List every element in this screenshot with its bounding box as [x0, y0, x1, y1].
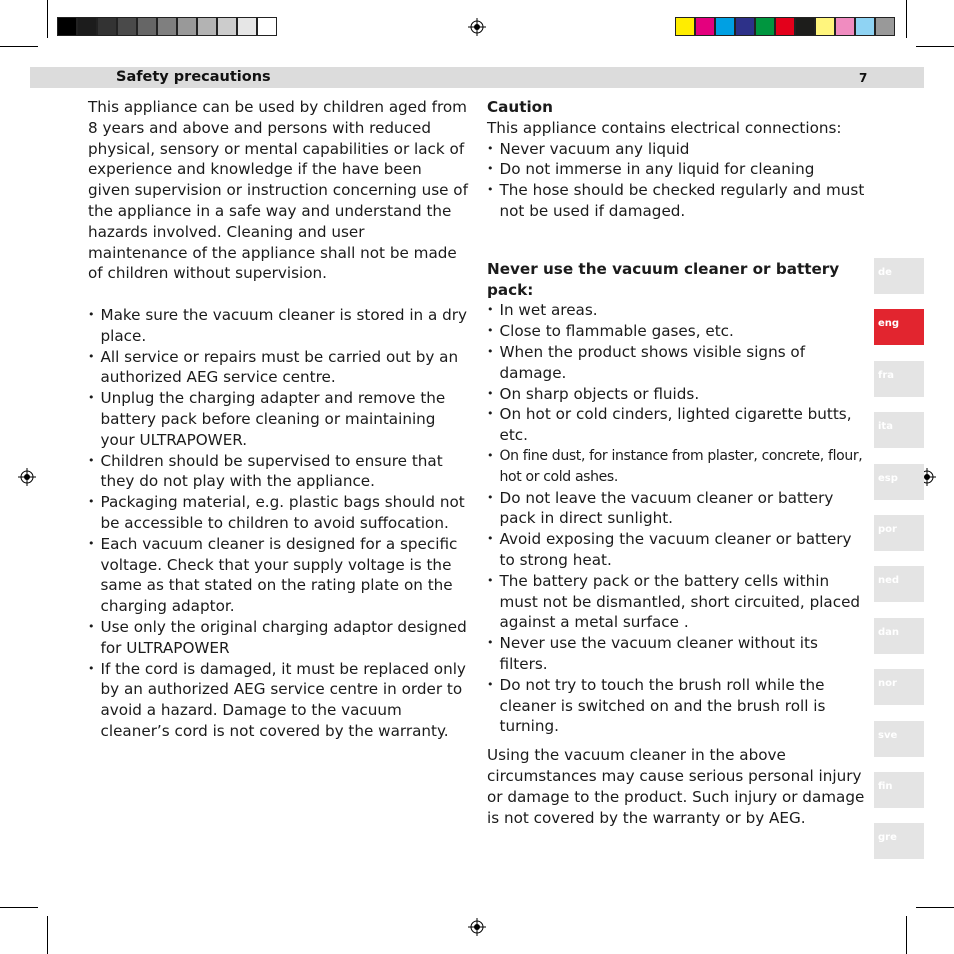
color-swatch — [715, 17, 735, 36]
language-tab-label: de — [878, 267, 892, 278]
list-item: • Packaging material, e.g. plastic bags should not be accessible to children to avoid suffocation. — [88, 492, 468, 534]
left-column — [88, 97, 468, 742]
color-swatch — [735, 17, 755, 36]
list-item: • Never use the vacuum cleaner without its filters. — [487, 633, 867, 675]
language-tab-label: esp — [878, 472, 898, 484]
registration-target-icon — [18, 468, 36, 486]
color-swatch — [815, 17, 835, 36]
registration-target-icon — [468, 918, 486, 936]
list-item: • Children should be supervised to ensure that they do not play with the appliance. — [88, 451, 468, 493]
registration-target-icon — [468, 18, 486, 36]
color-swatch — [775, 17, 795, 36]
color-swatch — [755, 17, 775, 36]
language-tab-label: fra — [878, 369, 895, 381]
color-swatch — [875, 17, 895, 36]
language-tab-sve[interactable] — [874, 721, 924, 757]
color-swatch — [97, 17, 117, 36]
color-swatch — [177, 17, 197, 36]
list-item: • Use only the original charging adaptor designed for ULTRAPOWER — [88, 617, 468, 659]
list-item: • Do not immerse in any liquid for cleaning — [487, 159, 867, 180]
language-tab-label: eng — [878, 318, 900, 330]
language-tab-list — [874, 258, 924, 875]
never-use-bullet-list — [487, 300, 867, 737]
list-item: • Do not try to touch the brush roll while the cleaner is switched on and the brush roll is turning. — [487, 675, 867, 737]
never-use-heading: Never use the vacuum cleaner or battery pack: — [487, 259, 840, 299]
crop-mark-icon — [47, 0, 48, 38]
page-number: 7 — [859, 71, 868, 85]
language-tab-label: fin — [878, 780, 893, 792]
crop-mark-icon — [916, 907, 954, 908]
language-tab-label: sve — [878, 729, 898, 741]
caution-bullet-list — [487, 139, 867, 222]
crop-mark-icon — [906, 916, 907, 954]
color-swatch — [795, 17, 815, 36]
crop-mark-icon — [0, 46, 38, 47]
color-swatch — [57, 17, 77, 36]
list-item: • Make sure the vacuum cleaner is stored in a dry place. — [88, 305, 468, 347]
language-tab-label: gre — [878, 832, 897, 844]
language-tab-nor[interactable] — [874, 669, 924, 705]
left-bullet-list — [88, 305, 468, 742]
color-swatch — [117, 17, 137, 36]
list-item: • Never vacuum any liquid — [487, 139, 867, 160]
language-tab-esp[interactable] — [874, 464, 924, 500]
language-tab-dan[interactable] — [874, 618, 924, 654]
color-swatch — [157, 17, 177, 36]
language-tab-label: nor — [878, 678, 897, 690]
language-tab-de[interactable] — [874, 258, 924, 294]
list-item: • Unplug the charging adapter and remove the battery pack before cleaning or maintaining your ULTRAPOWER. — [88, 388, 468, 450]
language-tab-label: dan — [878, 626, 900, 638]
language-tab-gre[interactable] — [874, 823, 924, 859]
closing-paragraph: Using the vacuum cleaner in the above circumstances may cause serious personal injury or damage to the product. Such injury or damage is not covered by the warranty or by AEG. — [487, 746, 865, 827]
color-swatch — [237, 17, 257, 36]
color-swatch — [77, 17, 97, 36]
grayscale-color-bar — [57, 17, 277, 36]
right-column — [487, 97, 867, 828]
color-swatch — [137, 17, 157, 36]
crop-mark-icon — [0, 907, 38, 908]
intro-paragraph: This appliance can be used by children aged from 8 years and above and persons with reduced physical, sensory or mental capabilities or lack of experience and knowledge if the have been given supervision or instruction concerning use of the appliance in a safe way and understand the hazards involved. Cleaning and user maintenance of the appliance shall not be made of children without supervision. — [88, 98, 468, 283]
list-item: • The battery pack or the battery cells within must not be dismantled, short circuited, placed against a metal surface . — [487, 571, 867, 633]
list-item: • In wet areas. — [487, 300, 867, 321]
crop-mark-icon — [916, 46, 954, 47]
caution-heading: Caution — [487, 98, 553, 116]
language-tab-label: por — [878, 523, 897, 535]
language-tab-eng[interactable] — [874, 309, 924, 345]
language-tab-fra[interactable] — [874, 361, 924, 397]
list-item: • On hot or cold cinders, lighted cigarette butts, etc. — [487, 404, 867, 446]
caution-intro: This appliance contains electrical connections: — [487, 118, 842, 137]
list-item: • When the product shows visible signs of damage. — [487, 342, 867, 384]
crop-mark-icon — [906, 0, 907, 38]
list-item: • Avoid exposing the vacuum cleaner or battery to strong heat. — [487, 529, 867, 571]
language-tab-ned[interactable] — [874, 566, 924, 602]
color-swatch — [217, 17, 237, 36]
language-tab-fin[interactable] — [874, 772, 924, 808]
language-tab-label: ned — [878, 575, 900, 587]
list-item: • If the cord is damaged, it must be replaced only by an authorized AEG service centre in order to avoid a hazard. Damage to the vacuum cleaner’s cord is not covered by the warranty. — [88, 659, 468, 742]
language-tab-por[interactable] — [874, 515, 924, 551]
list-item: • On sharp objects or fluids. — [487, 384, 867, 405]
color-swatch — [835, 17, 855, 36]
list-item: • Each vacuum cleaner is designed for a specific voltage. Check that your supply voltage is the same as that stated on the rating plate on the charging adaptor. — [88, 534, 468, 617]
list-item: • Do not leave the vacuum cleaner or battery pack in direct sunlight. — [487, 488, 867, 530]
list-item: • On fine dust, for instance from plaster, concrete, flour, hot or cold ashes. — [487, 446, 867, 488]
language-tab-ita[interactable] — [874, 412, 924, 448]
section-header-band — [30, 67, 924, 88]
crop-mark-icon — [47, 916, 48, 954]
color-swatch — [197, 17, 217, 36]
language-tab-label: ita — [878, 421, 893, 433]
list-item: • All service or repairs must be carried out by an authorized AEG service centre. — [88, 347, 468, 389]
process-color-bar — [675, 17, 895, 36]
list-item: • The hose should be checked regularly and must not be used if damaged. — [487, 180, 867, 222]
color-swatch — [675, 17, 695, 36]
section-title: Safety precautions — [116, 69, 271, 85]
color-swatch — [695, 17, 715, 36]
color-swatch — [855, 17, 875, 36]
color-swatch — [257, 17, 277, 36]
list-item: • Close to flammable gases, etc. — [487, 321, 867, 342]
